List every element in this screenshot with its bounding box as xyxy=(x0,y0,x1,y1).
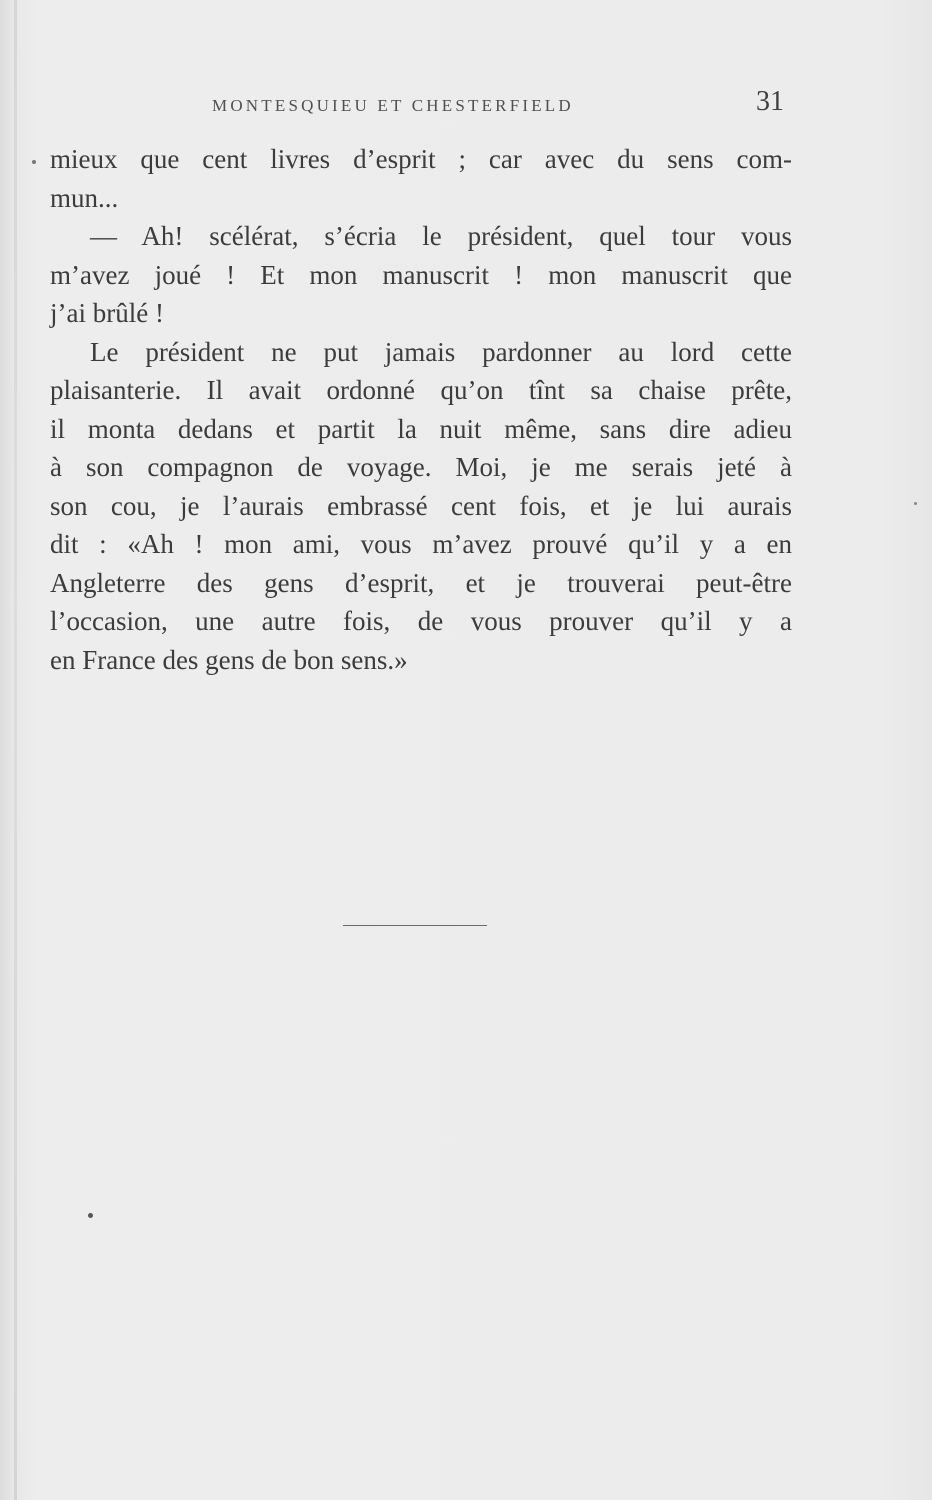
text-line: m’avez joué ! Et mon manuscrit ! mon manuscrit que xyxy=(50,259,792,290)
text-line: mun... xyxy=(50,182,119,213)
text-line: Angleterre des gens d’esprit, et je trouverai peut-être xyxy=(50,567,792,598)
text-line: en France des gens de bon sens.» xyxy=(50,644,408,675)
page-number: 31 xyxy=(756,86,784,117)
text-line: dit : «Ah ! mon ami, vous m’avez prouvé qu’il y a en xyxy=(50,529,792,559)
end-rule xyxy=(343,925,487,926)
text-line: à son compagnon de voyage. Moi, je me serais jeté à xyxy=(50,452,792,482)
text-line: — Ah! scélérat, s’écria le président, quel tour vous xyxy=(90,221,792,251)
text-line: il monta dedans et partit la nuit même, sans dire adieu xyxy=(50,413,792,444)
running-head: MONTESQUIEU ET CHESTERFIELD xyxy=(212,96,574,115)
text-line: l’occasion, une autre fois, de vous prouver qu’il y a xyxy=(50,606,792,636)
ink-speck xyxy=(914,502,917,505)
text-line: mieux que cent livres d’esprit ; car avec du sens com- xyxy=(50,144,792,174)
ink-speck xyxy=(88,1213,93,1218)
text-line: Le président ne put jamais pardonner au lord cette xyxy=(90,336,792,367)
page-gutter xyxy=(14,0,17,1500)
body-text xyxy=(50,140,792,679)
text-line: plaisanterie. Il avait ordonné qu’on tînt sa chaise prête, xyxy=(50,375,792,405)
ink-speck xyxy=(32,160,36,164)
text-line: son cou, je l’aurais embrassé cent fois, et je lui aurais xyxy=(50,490,792,521)
text-line: j’ai brûlé ! xyxy=(50,298,164,328)
